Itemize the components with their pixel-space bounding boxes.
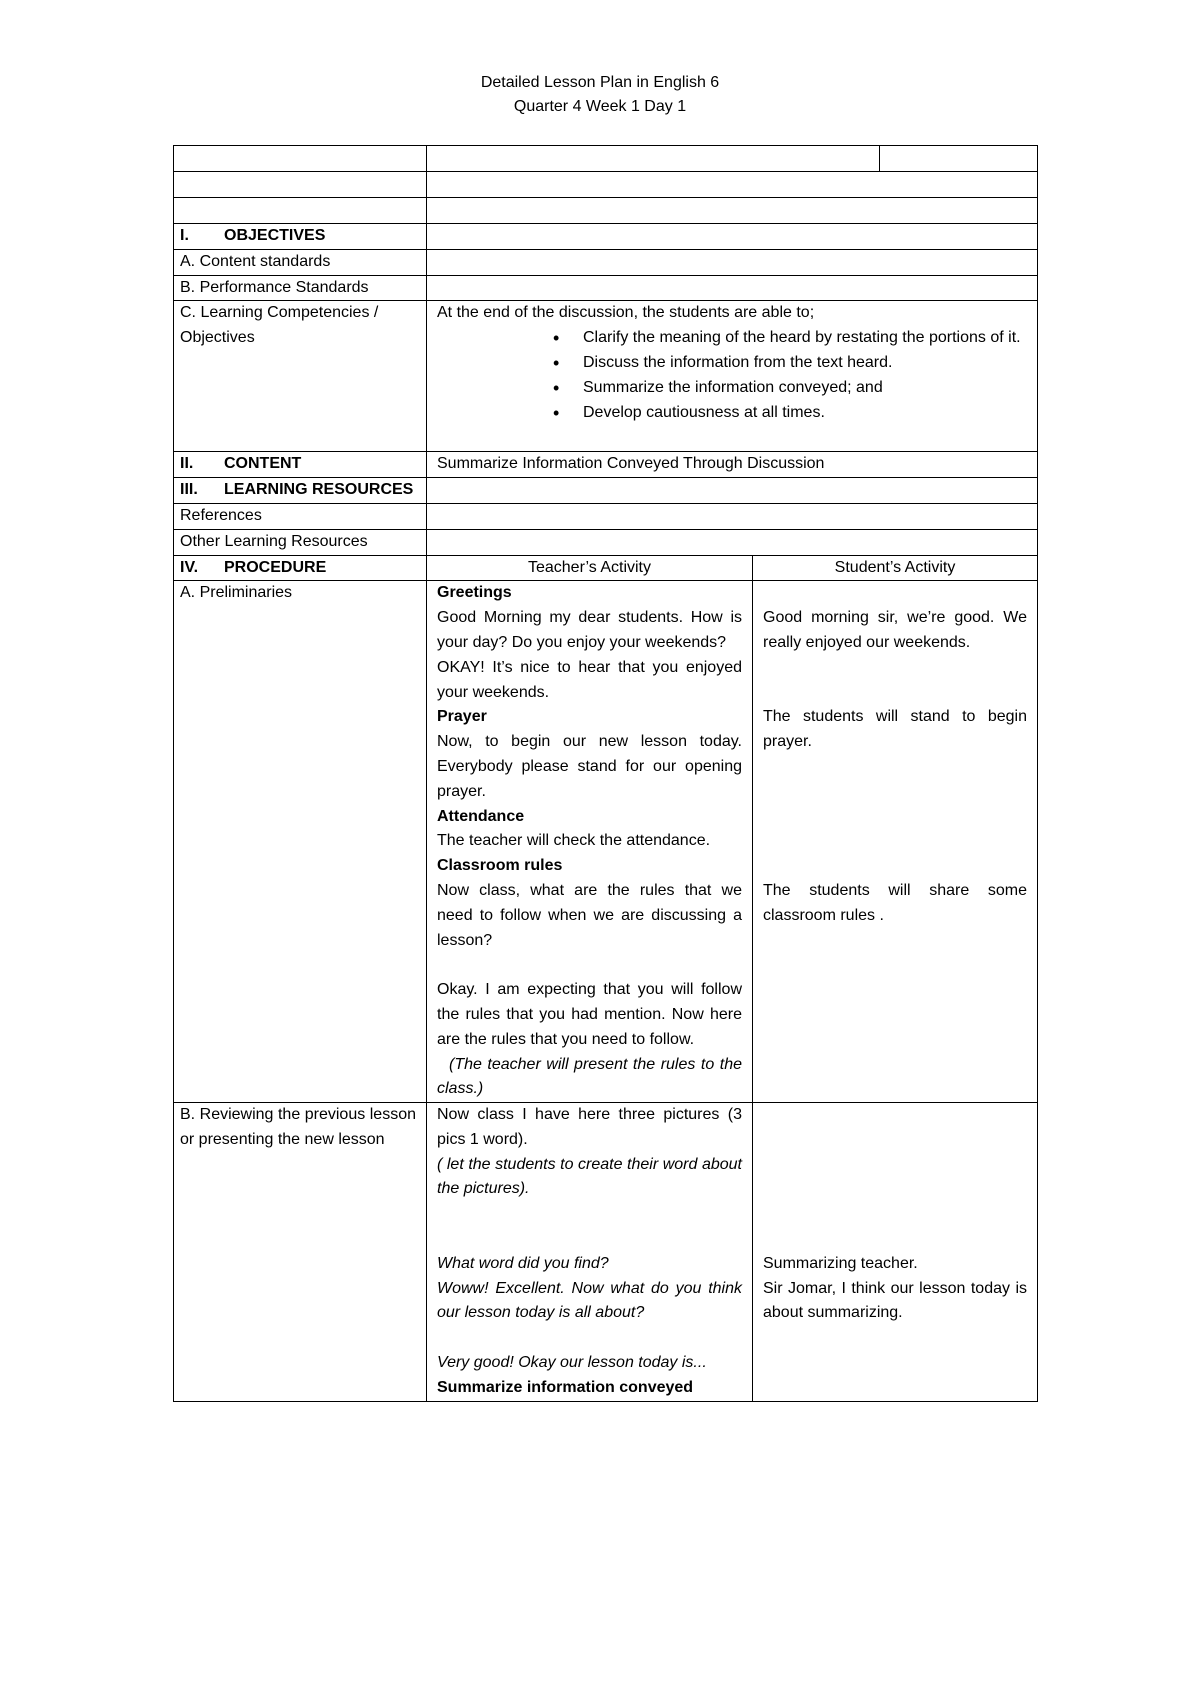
blank-cell	[427, 172, 1038, 198]
blank-cell	[427, 478, 1038, 504]
blank-cell	[427, 529, 1038, 555]
blank-cell	[174, 198, 427, 224]
other-resources-label: Other Learning Resources	[174, 529, 427, 555]
review-bold-text: Summarize information conveyed	[437, 1378, 694, 1396]
greetings-text-2: OKAY! It’s nice to hear that you enjoyed your weekends.	[437, 658, 742, 701]
competencies-row	[174, 301, 1038, 452]
resources-row	[174, 478, 1038, 504]
references-label: References	[174, 503, 427, 529]
review-question-2: Woww! Excellent. Now what do you think our lesson today is all about?	[437, 1279, 742, 1322]
review-teacher-cell	[427, 1103, 753, 1402]
competencies-label: C. Learning Competencies / Objectives	[174, 301, 427, 452]
lesson-plan-table	[173, 145, 1038, 1402]
procedure-row	[174, 555, 1038, 581]
attendance-title: Attendance	[437, 807, 525, 825]
objectives-intro: At the end of the discussion, the students are able to;	[437, 304, 815, 322]
blank-cell	[427, 146, 1038, 172]
review-text: Now class I have here three pictures (3 pics 1 word).	[437, 1106, 742, 1148]
objectives-list	[437, 326, 1027, 425]
review-question-3: Very good! Okay our lesson today is...	[437, 1354, 707, 1372]
content-standards-row	[174, 249, 1038, 275]
list-item: • Clarify the meaning of the heard by restating the portions of it.	[583, 326, 1027, 351]
other-resources-row	[174, 529, 1038, 555]
review-row	[174, 1103, 1038, 1402]
preliminaries-student-cell	[753, 581, 1038, 1103]
resources-heading: III. LEARNING RESOURCES	[174, 478, 427, 504]
blank-cell	[174, 146, 427, 172]
blank-cell	[427, 275, 1038, 301]
objectives-heading: I. OBJECTIVES	[174, 224, 427, 250]
preliminaries-row	[174, 581, 1038, 1103]
document-subtitle: Quarter 4 Week 1 Day 1	[513, 98, 687, 115]
blank-row	[174, 198, 1038, 224]
greetings-student: Good morning sir, we’re good. We really enjoyed our weekends.	[763, 609, 1027, 651]
rules-student: The students will share some classroom rules .	[763, 881, 1027, 924]
references-row	[174, 503, 1038, 529]
content-standards-label: A. Content standards	[174, 249, 427, 275]
student-activity-header: Student’s Activity	[753, 555, 1038, 581]
procedure-heading: IV. PROCEDURE	[174, 555, 427, 581]
greetings-text: Good Morning my dear students. How is your day? Do you enjoy your weekends?	[437, 609, 742, 651]
attendance-text: The teacher will check the attendance.	[437, 832, 711, 850]
list-item: • Develop cautiousness at all times.	[583, 401, 1027, 426]
blank-cell	[427, 249, 1038, 275]
review-note: ( let the students to create their word about the pictures).	[437, 1155, 742, 1198]
document-title: Detailed Lesson Plan in English 6	[480, 74, 720, 91]
prayer-text: Now, to begin our new lesson today. Everybody please stand for our opening prayer.	[437, 733, 742, 800]
blank-row	[174, 172, 1038, 198]
review-question-1: What word did you find?	[437, 1254, 609, 1272]
competencies-cell	[427, 301, 1038, 452]
blank-cell	[427, 503, 1038, 529]
greetings-title: Greetings	[437, 584, 512, 602]
review-student-2: Sir Jomar, I think our lesson today is about summarizing.	[763, 1279, 1027, 1322]
blank-cell	[427, 198, 1038, 224]
rules-text: Now class, what are the rules that we need to follow when we are discussing a lesson?	[437, 881, 742, 949]
content-heading: II. CONTENT	[174, 452, 427, 478]
content-row	[174, 452, 1038, 478]
rules-note: (The teacher will present the rules to the class.)	[437, 1055, 742, 1098]
list-item: • Summarize the information conveyed; and	[583, 376, 1027, 401]
prayer-title: Prayer	[437, 708, 487, 726]
preliminaries-teacher-cell	[427, 581, 753, 1103]
list-item: • Discuss the information from the text heard.	[583, 351, 1027, 376]
review-student-1: Summarizing teacher.	[763, 1254, 918, 1272]
review-label: B. Reviewing the previous lesson or presenting the new lesson	[174, 1103, 427, 1402]
rules-text-2: Okay. I am expecting that you will follow the rules that you had mention. Now here are the rules that you need to follow.	[437, 981, 742, 1048]
content-value: Summarize Information Conveyed Through Discussion	[427, 452, 1038, 478]
prayer-student: The students will stand to begin prayer.	[763, 708, 1027, 751]
performance-standards-row	[174, 275, 1038, 301]
table-divider	[879, 145, 880, 171]
blank-row	[174, 146, 1038, 172]
rules-title: Classroom rules	[437, 857, 563, 875]
objectives-row	[174, 224, 1038, 250]
performance-standards-label: B. Performance Standards	[174, 275, 427, 301]
teacher-activity-header: Teacher’s Activity	[427, 555, 753, 581]
preliminaries-label: A. Preliminaries	[174, 581, 427, 1103]
blank-cell	[174, 172, 427, 198]
blank-cell	[427, 224, 1038, 250]
review-student-cell	[753, 1103, 1038, 1402]
